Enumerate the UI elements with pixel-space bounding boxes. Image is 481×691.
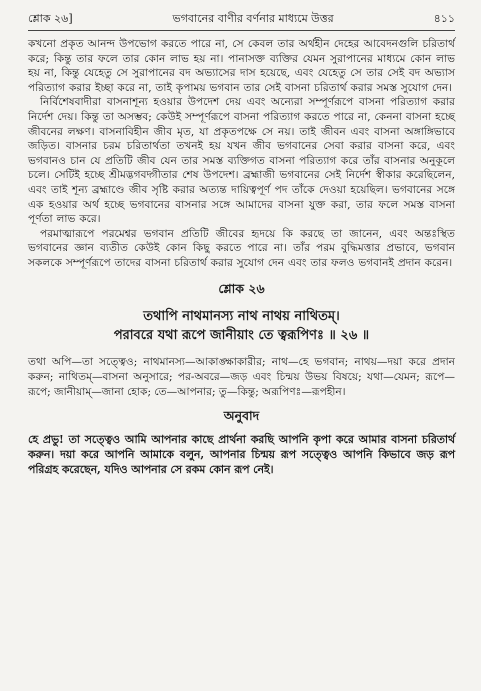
purport-paragraph: পরমাত্মারূপে পরমেশ্বর ভগবান প্রতিটি জীবের হৃদয়ে কি করছে তা জানেন, এবং অন্তঃস্থিত ভগবানের জ্ঞান ব্যতীত কেউই কোন কিছু করতে পারে না। তাঁর পরম বুদ্ধিমত্তার প্রভাবে, ভগবান সকলকে সম্পূর্ণরূপে তাদের বাসনা চরিতার্থ করার সুযোগ দেন এবং তার ফলও ভগবানই প্রদান করেন। (28, 227, 455, 269)
page-number: ৪১১ (433, 12, 455, 25)
translation-text: হে প্রভু! তা সত্ত্বেও আমি আপনার কাছে প্রার্থনা করছি আপনি কৃপা করে আমার বাসনা চরিতার্থ করুন। দয়া করে আপনি আমাকে বলুন, আপনার চিন্ময় রূপ সত্ত্বেও আপনি কিভাবে জড় রূপ পরিগ্রহ করেছেন, যদিও আপনার সে রকম কোন রূপ নেই। (28, 432, 455, 476)
header-verse-ref: শ্লোক ২৬] (28, 12, 73, 25)
verse-line-1: তথাপি নাথমানস্য নাথ নাথয় নাথিতম্‌। (143, 308, 340, 324)
header-chapter-title: ভগবানের বাণীর বর্ণনার মাধ্যমে উত্তর (172, 12, 334, 25)
word-for-word-synonyms: তথা অপি—তা সত্ত্বেও; নাথমানস্য—আকাঙ্ক্ষাকারীর; নাথ—হে ভগবান; নাথয়—দয়া করে প্রদান করুন; নাথিতম্‌—বাসনা অনুসারে; পর-অবরে—জড় এবং চিন্ময় উভয় বিষয়ে; যথা—যেমন; রূপে—রূপে; জানীয়াম্‌—জানা হোক; তে—আপনার; তু—কিন্তু; অরূপিণঃ—রূপহীন। (28, 355, 455, 398)
purport-paragraph: কখনো প্রকৃত আনন্দ উপভোগ করতে পারে না, সে কেবল তার অর্থহীন দেহের আবেদনগুলি চরিতার্থ করে; কিন্তু তার ফলে তার কোন লাভ হয় না। পানাসক্ত ব্যক্তির যেমন সুরাপানের মাধ্যমে কোন লাভ হয় না, কিন্তু যেহেতু সে সুরাপানের বদ অভ্যাসের দাস হয়েছে, এবং যেহেতু সে তার সেই বদ অভ্যাস পরিত্যাগ করার ইচ্ছা করে না, তাই কৃপাময় ভগবান তার সেই বাসনা চরিতার্থ করার সমস্ত সুযোগ দেন। (28, 38, 455, 94)
verse-line-2: পরাবরে যথা রূপে জানীয়াং তে ত্বরূপিণঃ ॥ ২৬ ॥ (113, 327, 370, 343)
sanskrit-verse (28, 307, 455, 345)
purport-paragraph: নির্বিশেষবাদীরা বাসনাশূন্য হওয়ার উপদেশ দেয় এবং অন্যেরা সম্পূর্ণরূপে বাসনা পরিত্যাগ করার নির্দেশ দেয়। কিন্তু তা অসম্ভব; কেউই সম্পূর্ণরূপে বাসনা পরিত্যাগ করতে পারে না, কেননা বাসনা হচ্ছে জীবনের লক্ষণ। বাসনাবিহীন জীব মৃত, যা প্রকৃতপক্ষে সে নয়। তাই জীবন এবং বাসনা অঙ্গাঙ্গিভাবে জড়িত। বাসনার চরম চরিতার্থতা তখনই হয় যখন জীব ভগবানের সেবা করার বাসনা করে, এবং ভগবানও চান যে প্রতিটি জীব যেন তার সমস্ত ব্যক্তিগত বাসনা পরিত্যাগ করে তাঁর বাসনার অনুকূলে চলে। সেটিই হচ্ছে শ্রীমদ্ভগবদ্গীতার শেষ উপদেশ। ব্রহ্মাজী ভগবানের সেই নির্দেশ স্বীকার করেছিলেন, এবং তাই শূন্য ব্রহ্মাণ্ডে জীব সৃষ্টি করার অত্যন্ত দায়িত্বপূর্ণ পদ তাঁকে দেওয়া হয়েছিল। ভগবানের সঙ্গে এক হওয়ার অর্থ হচ্ছে ভগবানের বাসনার সঙ্গে আমাদের বাসনা যুক্ত করা, তার ফলে সমস্ত বাসনা পূর্ণতা লাভ করে। (28, 96, 455, 226)
translation-heading: অনুবাদ (223, 407, 260, 423)
verse-heading: শ্লোক ২৬ (218, 280, 265, 296)
running-header (28, 12, 455, 31)
